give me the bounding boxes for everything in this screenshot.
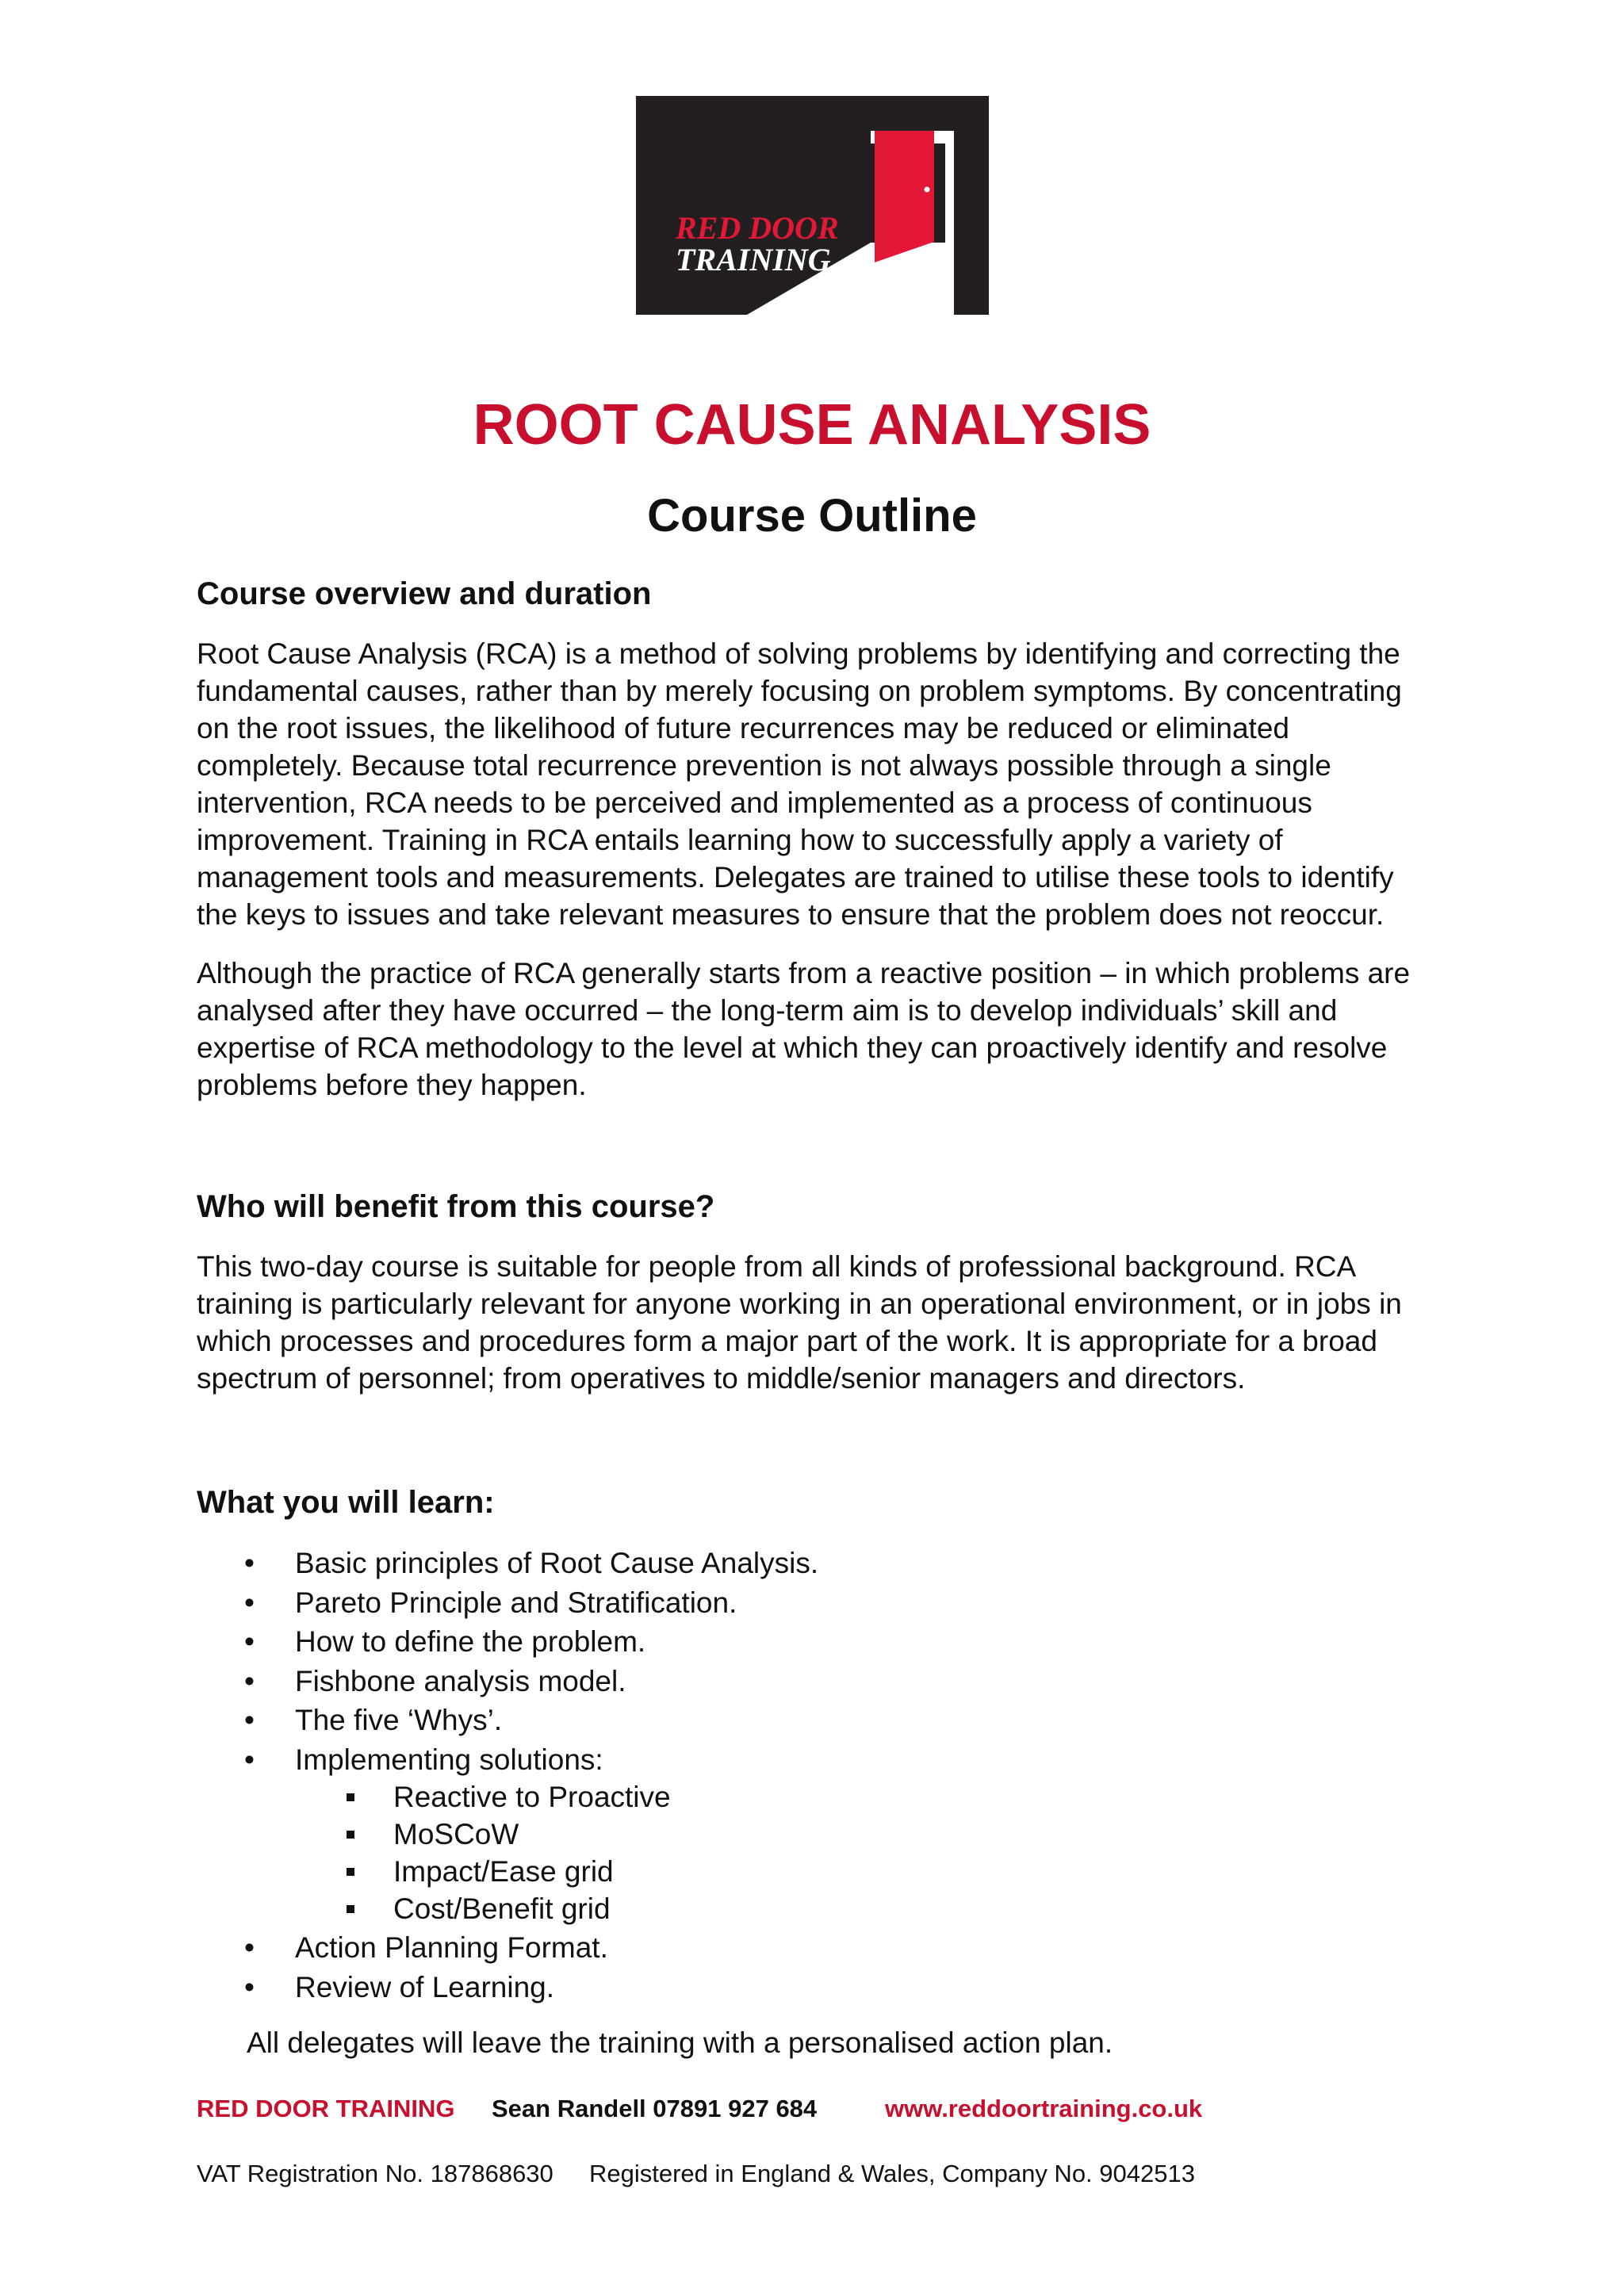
learn-heading: What you will learn:	[197, 1485, 495, 1520]
logo-line2: TRAINING	[676, 242, 831, 277]
overview-heading: Course overview and duration	[197, 576, 652, 611]
footer-registration-row	[0, 2158, 1624, 2190]
closing-statement: All delegates will leave the training with a personalised action plan.	[247, 2026, 1113, 2059]
sublist-item: Impact/Ease grid	[197, 1853, 671, 1890]
page-subtitle: Course Outline	[647, 490, 977, 541]
list-item: • Basic principles of Root Cause Analysis.	[197, 1544, 1386, 1583]
footer-contact-row	[0, 2093, 1624, 2125]
list-item: • Action Planning Format.	[197, 1928, 1386, 1968]
footer-vat: VAT Registration No. 187868630	[197, 2160, 553, 2187]
logo-line1: RED DOOR	[676, 210, 839, 246]
footer-website-link[interactable]: www.reddoortraining.co.uk	[885, 2095, 1203, 2122]
list-item: • How to define the problem.	[197, 1622, 1386, 1662]
sublist-item: Cost/Benefit grid	[197, 1890, 671, 1927]
sublist-item: Reactive to Proactive	[197, 1778, 671, 1816]
footer-brand: RED DOOR TRAINING	[197, 2095, 455, 2122]
learn-list-continued	[197, 1928, 1386, 2007]
benefit-paragraph: This two-day course is suitable for people from all kinds of professional background. RCA training is particularly relevant for anyone working in an operational environment, or in jobs in which processes and procedures form a major part of the work. It is appropriate for a broad spectrum of personnel; from operatives to middle/senior managers and directors.	[197, 1250, 1402, 1395]
overview-paragraph-1: Root Cause Analysis (RCA) is a method of solving problems by identifying and correcting the fundamental causes, rather than by merely focusing on problem symptoms. By concentrating on the root issues, the likelihood of future recurrences may be reduced or eliminated completely. Because total recurrence prevention is not always possible through a single intervention, RCA needs to be perceived and implemented as a process of continuous improvement. Training in RCA entails learning how to successfully apply a variety of management tools and measurements. Delegates are trained to utilise these tools to identify the keys to issues and take relevant measures to ensure that the problem does not reoccur.	[197, 637, 1402, 931]
learn-list	[197, 1544, 1386, 1779]
list-item: • Fishbone analysis model.	[197, 1662, 1386, 1701]
list-item: • The five ‘Whys’.	[197, 1701, 1386, 1740]
implementing-solutions-sublist	[197, 1778, 671, 1927]
overview-paragraph-2: Although the practice of RCA generally starts from a reactive position – in which problems are analysed after they have occurred – the long-term aim is to develop individuals’ skill and expertise of RCA methodology to the level at which they can proactively identify and resolve problems before they happen.	[197, 957, 1411, 1101]
page-title: ROOT CAUSE ANALYSIS	[473, 393, 1151, 457]
list-item: • Review of Learning.	[197, 1968, 1386, 2007]
benefit-heading: Who will benefit from this course?	[197, 1189, 715, 1224]
list-item: • Pareto Principle and Stratification.	[197, 1583, 1386, 1623]
footer-registered: Registered in England & Wales, Company No. 9042513	[589, 2160, 1195, 2187]
list-item: • Implementing solutions:	[197, 1740, 1386, 1780]
red-door-training-logo	[636, 96, 989, 315]
sublist-item: MoSCoW	[197, 1816, 671, 1853]
footer-contact: Sean Randell 07891 927 684	[492, 2095, 818, 2122]
